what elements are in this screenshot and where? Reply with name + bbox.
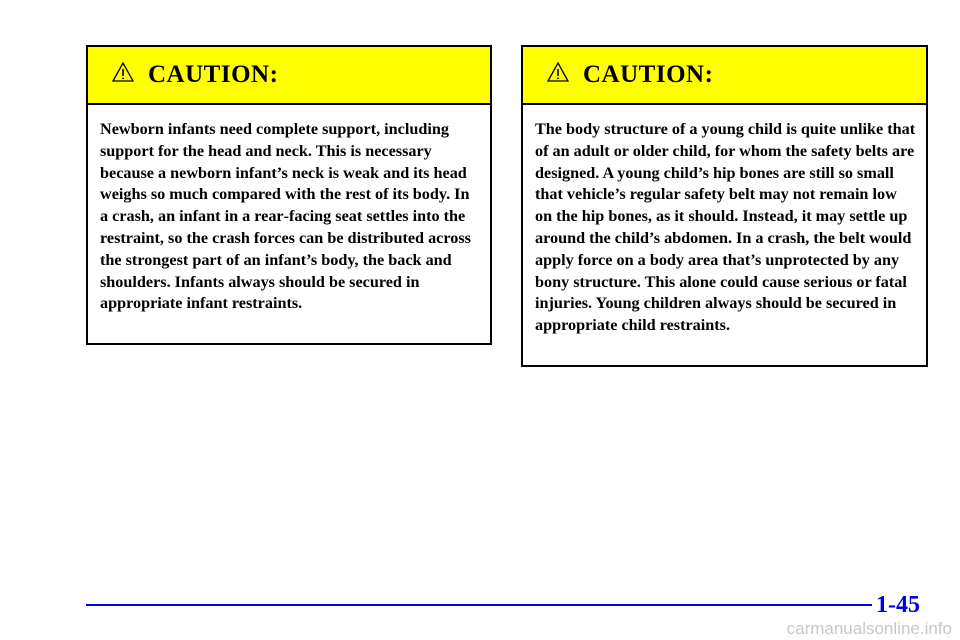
caution-title: CAUTION: — [583, 61, 714, 88]
caution-box-young-child — [521, 45, 928, 367]
footer-rule — [86, 604, 872, 606]
caution-title: CAUTION: — [148, 61, 279, 88]
caution-text: The body structure of a young child is quite unlike that of an adult or older child, for whom the safety belts are designed. A young child’s hip bones are still so small that vehicle’s regular safety belt may not remain low on the hip bones, as it should. Instead, it may settle up around the child’s abdomen. In a crash, the belt would apply force on a body area that’s unprotected by any bony structure. This alone could cause serious or fatal injuries. Young children always should be secured in appropriate child restraints. — [535, 120, 916, 335]
warning-triangle-icon — [112, 62, 134, 82]
caution-box-newborn — [86, 45, 492, 345]
page-number: 1-45 — [876, 592, 920, 618]
warning-triangle-icon — [547, 62, 569, 82]
watermark[interactable]: carmanualsonline.info — [786, 619, 952, 638]
caution-header — [523, 47, 926, 105]
caution-text: Newborn infants need complete support, including support for the head and neck. This is necessary because a newborn infant’s neck is weak and its head weighs so much compared with the rest of its body. In a crash, an infant in a rear‐facing seat settles into the restraint, so the crash forces can be distributed across the strongest part of an infant’s body, the back and shoulders. Infants always should be secured in appropriate infant restraints. — [100, 120, 471, 313]
caution-header — [88, 47, 490, 105]
